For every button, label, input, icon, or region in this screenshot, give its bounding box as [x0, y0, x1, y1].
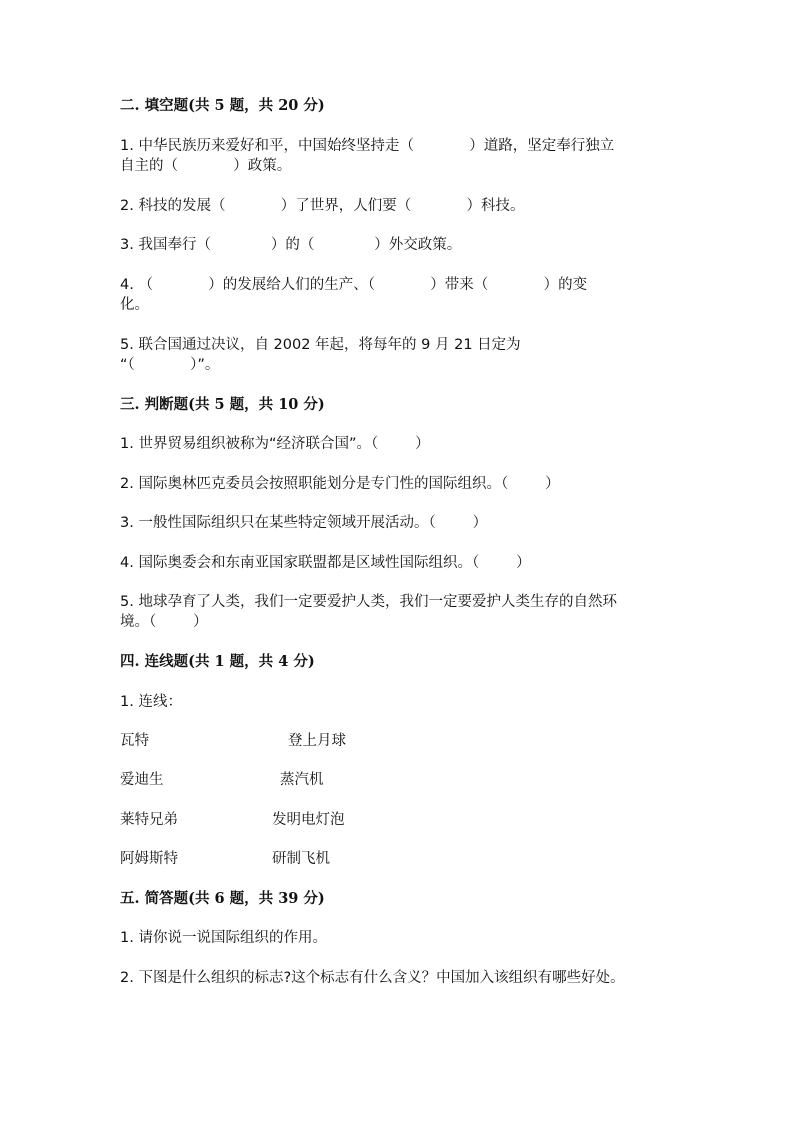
fill-question-5-line-2: “（ ）”。 [120, 357, 220, 373]
match-left-item: 莱特兄弟 [120, 812, 178, 828]
section-heading-fill-in: 二. 填空题(共 5 题，共 20 分) [120, 97, 325, 114]
judge-question-2: 2. 国际奥林匹克委员会按照职能划分是专门性的国际组织。（ ） [120, 476, 560, 492]
judge-question-1: 1. 世界贸易组织被称为“经济联合国”。（ ） [120, 436, 430, 452]
match-left-item: 爱迪生 [120, 772, 164, 788]
section-heading-short-answer: 五. 简答题(共 6 题，共 39 分) [120, 890, 325, 907]
match-right-item: 登上月球 [288, 733, 346, 749]
match-left-item: 阿姆斯特 [120, 851, 178, 867]
fill-question-1-line-2: 自主的（ ）政策。 [120, 158, 292, 174]
match-right-item: 蒸汽机 [280, 772, 324, 788]
match-left-item: 瓦特 [120, 733, 149, 749]
match-question-1: 1. 连线： [120, 694, 182, 710]
section-heading-true-false: 三. 判断题(共 5 题，共 10 分) [120, 396, 325, 413]
short-question-1: 1. 请你说一说国际组织的作用。 [120, 930, 327, 946]
judge-question-5-line-2: 境。（ ） [120, 614, 208, 630]
fill-question-4-line-2: 化。 [120, 297, 149, 313]
fill-question-4-line-1: 4. （ ）的发展给人们的生产、（ ）带来（ ）的变 [120, 277, 588, 293]
match-right-item: 发明电灯泡 [272, 812, 345, 828]
judge-question-5-line-1: 5. 地球孕育了人类，我们一定要爱护人类，我们一定要爱护人类生存的自然环 [120, 594, 617, 610]
fill-question-1-line-1: 1. 中华民族历来爱好和平，中国始终坚持走（ ）道路，坚定奉行独立 [120, 138, 615, 154]
fill-question-3: 3. 我国奉行（ ）的（ ）外交政策。 [120, 237, 462, 253]
short-question-2: 2. 下图是什么组织的标志?这个标志有什么含义？中国加入该组织有哪些好处。 [120, 970, 625, 986]
fill-question-2: 2. 科技的发展（ ）了世界，人们要（ ）科技。 [120, 198, 525, 214]
match-right-item: 研制飞机 [272, 851, 330, 867]
judge-question-4: 4. 国际奥委会和东南亚国家联盟都是区域性国际组织。（ ） [120, 555, 531, 571]
judge-question-3: 3. 一般性国际组织只在某些特定领域开展活动。（ ） [120, 515, 488, 531]
fill-question-5-line-1: 5. 联合国通过决议，自 2002 年起，将每年的 9 月 21 日定为 [120, 337, 521, 353]
section-heading-matching: 四. 连线题(共 1 题，共 4 分) [120, 653, 315, 670]
